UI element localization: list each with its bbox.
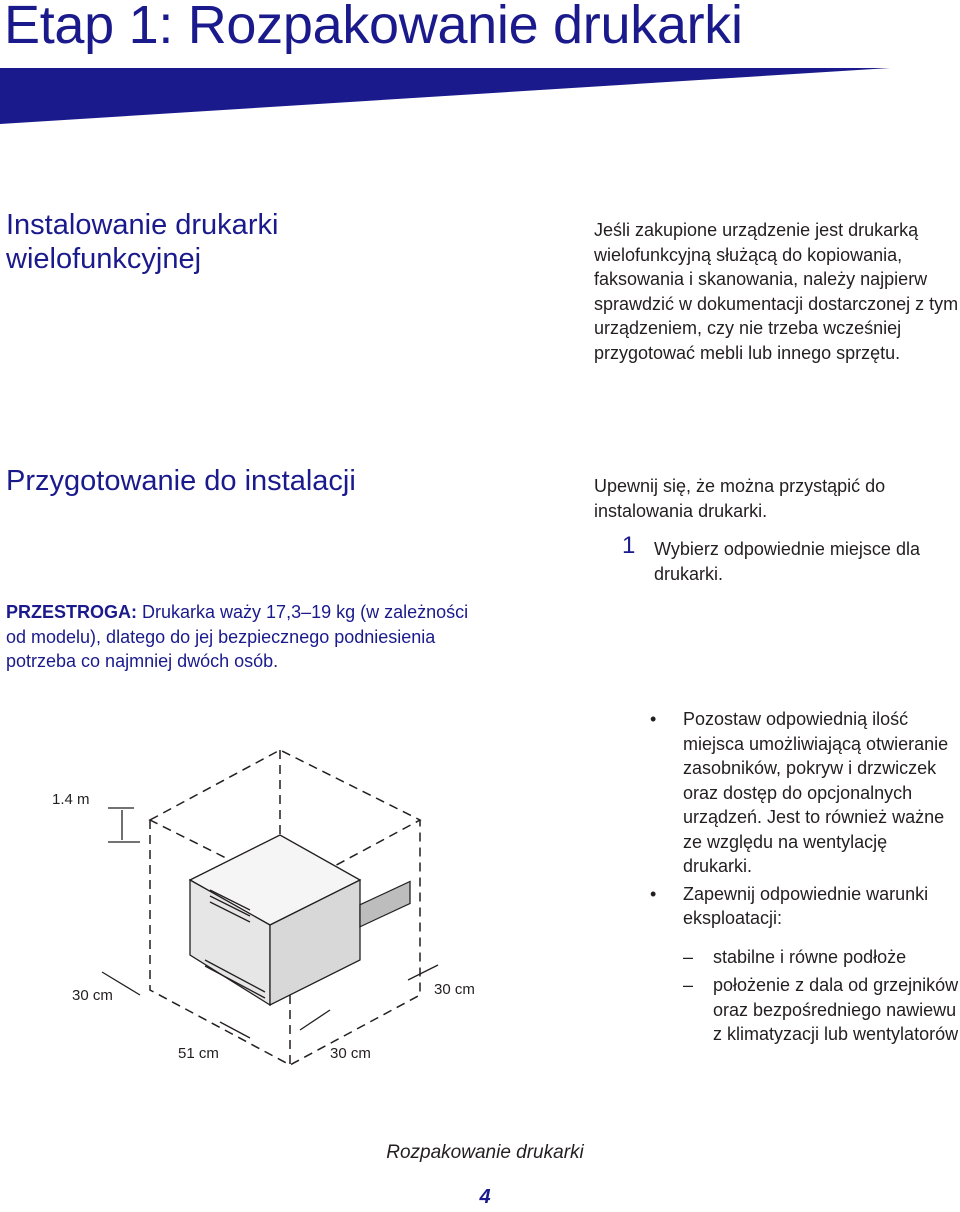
- heading-multifunction: [6, 208, 278, 276]
- list-item: [683, 945, 960, 970]
- step-text: Wybierz odpowiednie miejsce dla drukarki.: [654, 539, 920, 584]
- list-item: [650, 882, 960, 1047]
- heading-multifunction-line1: Instalowanie drukarki: [6, 209, 279, 241]
- footer-title: Rozpakowanie drukarki: [386, 1142, 584, 1163]
- label-height: 1.4 m: [52, 791, 90, 808]
- bullet-text: Zapewnij odpowiednie warunki eksploatacji:: [683, 883, 929, 928]
- sub-bullet-text: położenie z dala od grzejników oraz bezpośredniego nawiewu z klimatyzacji lub wentylatorów: [713, 975, 959, 1044]
- dash-mark: –: [683, 946, 694, 967]
- sub-list: [683, 945, 960, 1047]
- bullet-text: Pozostaw odpowiednią ilość miejsca umożliwiającą otwieranie zasobników, pokryw i drzwiczek oraz dostęp do opcjonalnych urządzeń. Jest to również ważne ze względu na wentylację drukarki.: [683, 709, 949, 876]
- heading-preparation: Przygotowanie do instalacji: [6, 465, 356, 497]
- requirements-list: [650, 707, 960, 1051]
- preparation-intro: Upewnij się, że można przystąpić do instalowania drukarki.: [594, 476, 886, 521]
- label-right: 30 cm: [434, 981, 475, 998]
- bullet-dot: •: [650, 883, 657, 904]
- label-left: 30 cm: [72, 987, 113, 1004]
- list-item: [650, 707, 960, 879]
- list-item: [683, 973, 960, 1047]
- page-title: Etap 1: Rozpakowanie drukarki: [4, 0, 743, 55]
- bullet-dot: •: [650, 709, 657, 729]
- sub-bullet-text: stabilne i równe podłoże: [713, 946, 907, 967]
- title-bar: [0, 66, 900, 126]
- printer-clearance-diagram: [40, 740, 500, 1080]
- multifunction-paragraph: Jeśli zakupione urządzenie jest drukarką wielofunkcyjną służącą do kopiowania, faksowania i skanowania, należy najpierw sprawdzić w dokumentacji dostarczonej z tym urządzeniem, czy nie trzeba wcześniej przygotować mebli lub innego sprzętu.: [594, 220, 959, 363]
- heading-multifunction-line2: wielofunkcyjnej: [6, 243, 202, 275]
- caution-text: Drukarka waży 17,3–19 kg (w zależności od modelu), dlatego do jej bezpiecznego podniesienia potrzeba co najmniej dwóch osób.: [6, 602, 469, 671]
- dash-mark: –: [683, 975, 694, 995]
- label-front: 51 cm: [178, 1045, 219, 1062]
- caution-notice: [6, 600, 486, 674]
- page-number: 4: [479, 1186, 491, 1208]
- caution-label: PRZESTROGA:: [6, 602, 138, 622]
- label-front-right: 30 cm: [330, 1045, 371, 1062]
- step-number: 1: [622, 532, 636, 559]
